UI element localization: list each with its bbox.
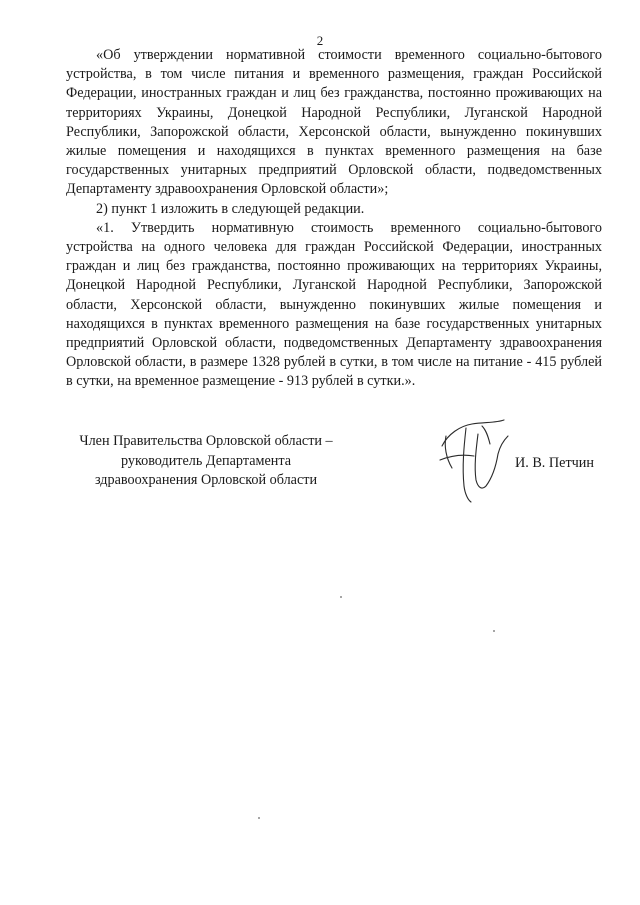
scan-speck: [493, 630, 495, 632]
paragraph-amendment-intro: 2) пункт 1 изложить в следующей редакции.: [96, 200, 365, 217]
position-line: руководитель Департамента: [120, 452, 292, 469]
page-number: 2: [316, 33, 324, 48]
document-body: [66, 46, 602, 392]
scan-speck: [258, 817, 260, 819]
scan-speck: [340, 596, 342, 598]
handwritten-signature: [438, 416, 518, 506]
position-line: здравоохранения Орловской области: [94, 472, 318, 489]
paragraph-decree-title: «Об утверждении нормативной стоимости временного социально-бытового устройства, в том числе питания и временного размещения, граждан Российской Федерации, иностранных граждан и лиц без гражданства, постоянно проживающих на территориях Украины, Донецкой Народной Республики, Луганской Народной Республики, Запорожской области, Херсонской области, вынужденно покинувших жилые помещения и находящихся в пунктах временного размещения на базе государственных унитарных предприятий Орловской области, подведомственных Департаменту здравоохранения Орловской области»;: [66, 47, 602, 198]
position-line: Член Правительства Орловской области –: [79, 433, 333, 449]
signatory-position: [66, 432, 346, 491]
paragraph-new-clause: «1. Утвердить нормативную стоимость временного социально-бытового устройства на одного человека для граждан Российской Федерации, иностранных граждан и лиц без гражданства, постоянно проживающих на территориях Украины, Донецкой Народной Республики, Луганской Народной Республики, Запорожской области, Херсонской области, вынужденно покинувших жилые помещения и находящихся в пунктах временного размещения на базе государственных унитарных предприятий Орловской области, подведомственных Департаменту здравоохранения Орловской области, в размере 1328 рублей в сутки, в том числе на питание - 415 рублей в сутки, на временное размещение - 913 рублей в сутки.».: [66, 219, 602, 390]
signer-name: И. В. Петчин: [515, 455, 594, 471]
